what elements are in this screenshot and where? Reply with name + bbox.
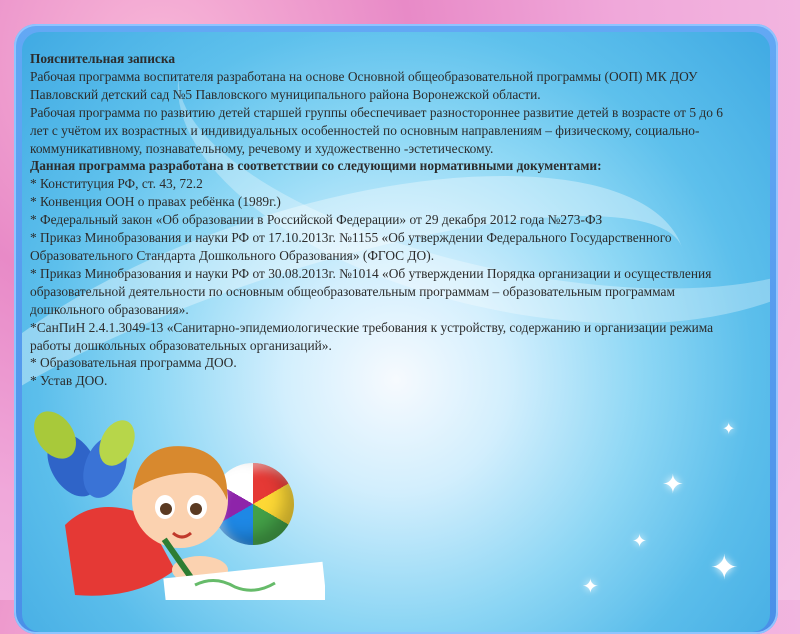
note-paragraph: Рабочая программа воспитателя разработана на основе Основной общеобразовательной программы (ООП) МК ДОУ Павловский детский сад №5 Павловского муниципального района Воронежской области. xyxy=(30,68,698,102)
note-paragraph: Рабочая программа по развитию детей старшей группы обеспечивает разностороннее развитие детей в возрасте от 5 до 6 лет с учётом их возрастных и индивидуальных особенностей по основным направлениям – физическому, социально-коммуникативному, познавательному, речевому и художественно -эстетическому. xyxy=(30,104,723,156)
document-item: *СанПиН 2.4.1.3049-13 «Санитарно-эпидемиологические требования к устройству, содержанию и организации режима работы дошкольных образовательных организаций». xyxy=(30,319,714,353)
note-heading: Пояснительная записка xyxy=(30,51,176,66)
document-item: * Конвенция ООН о правах ребёнка (1989г.) xyxy=(30,194,281,210)
sparkle-icon: ✦ xyxy=(722,421,736,438)
documents-heading: Данная программа разработана в соответствии со следующими нормативными документами: xyxy=(30,158,602,174)
document-item: * Приказ Минобразования и науки РФ от 17.10.2013г. №1155 «Об утверждении Федерального Государственного Образовательного Стандарта Дошкольного Образования» (ФГОС ДО). xyxy=(30,230,672,263)
document-item: * Образовательная программа ДОО. xyxy=(30,355,237,371)
sparkle-icon: ✦ xyxy=(582,576,599,598)
document-item: * Конституция РФ, ст. 43, 72.2 xyxy=(30,176,203,192)
document-item: * Приказ Минобразования и науки РФ от 30.08.2013г. №1014 «Об утверждении Порядка организации и осуществления образовательной деятельности по основным общеобразовательным программам – образовательным программам дошкольного образования». xyxy=(30,265,712,317)
document-item: * Федеральный закон «Об образовании в Российской Федерации» от 29 декабря 2012 года №273-ФЗ xyxy=(30,212,603,228)
sparkle-icon: ✦ xyxy=(710,550,739,587)
explanatory-note xyxy=(30,50,730,390)
child-drawing-illustration xyxy=(25,395,325,600)
sparkle-icon: ✦ xyxy=(632,531,648,551)
document-item: * Устав ДОО. xyxy=(30,373,108,389)
sparkle-icon: ✦ xyxy=(662,470,684,499)
